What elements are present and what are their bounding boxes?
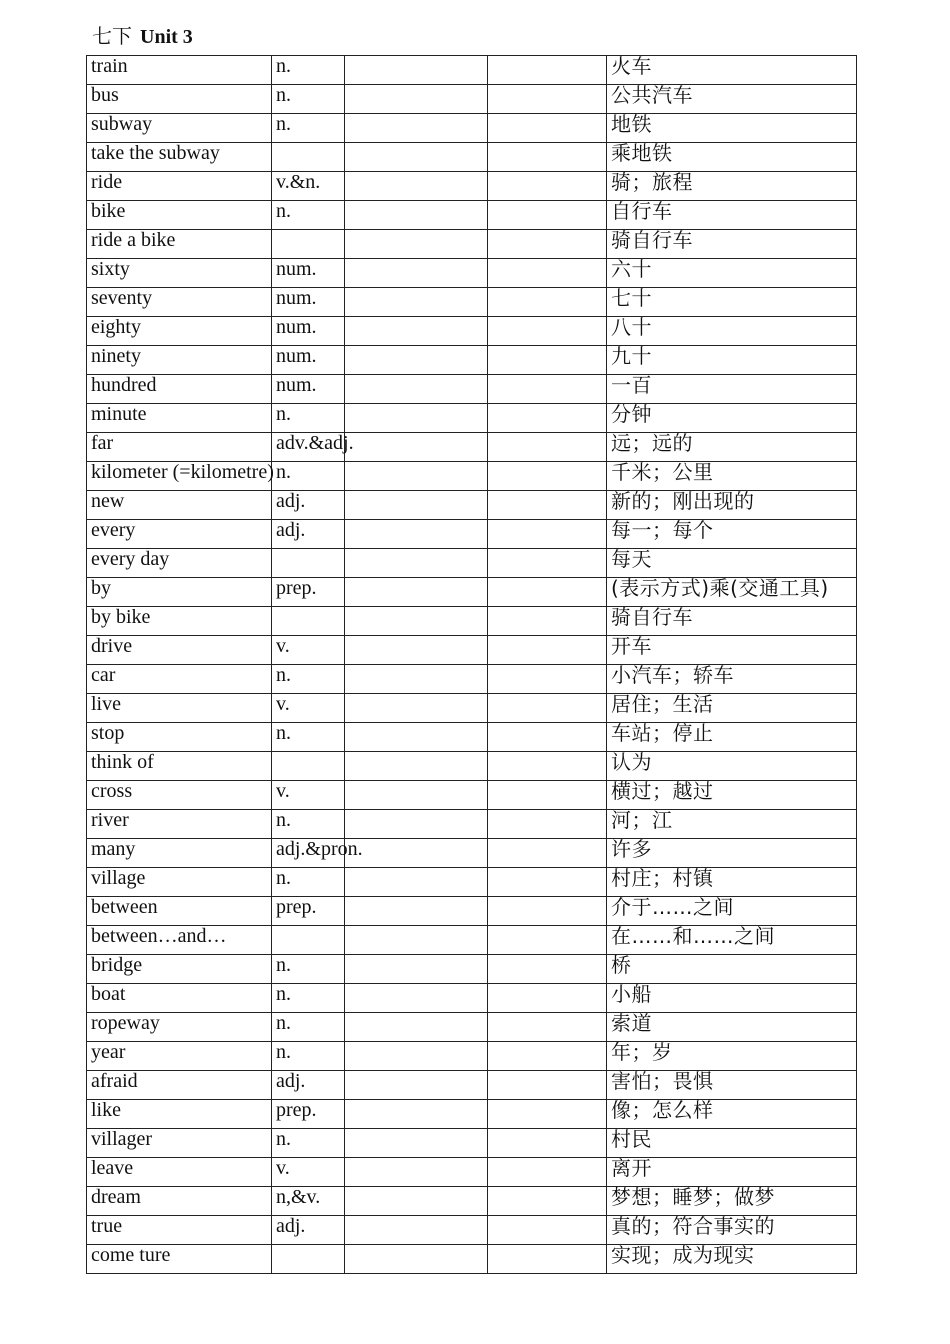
blank-cell [345,781,488,810]
blank-cell [488,636,607,665]
blank-cell [488,85,607,114]
blank-cell [488,1216,607,1245]
blank-cell [345,752,488,781]
part-of-speech-cell [272,549,345,578]
blank-cell [488,665,607,694]
blank-cell [345,1013,488,1042]
word-cell: river [87,810,272,839]
part-of-speech-cell: n. [272,404,345,433]
part-of-speech-cell: n. [272,868,345,897]
blank-cell [488,1187,607,1216]
table-row [87,288,857,317]
part-of-speech-cell [272,230,345,259]
blank-cell [345,201,488,230]
part-of-speech-cell: adv.&adj. [272,433,345,462]
table-row [87,201,857,230]
part-of-speech-cell: n,&v. [272,1187,345,1216]
blank-cell [345,1245,488,1274]
table-row [87,868,857,897]
meaning-cell: 在……和……之间 [607,926,857,955]
blank-cell [345,1187,488,1216]
table-row [87,1129,857,1158]
part-of-speech-cell: adj. [272,520,345,549]
part-of-speech-cell: n. [272,665,345,694]
part-of-speech-cell: n. [272,85,345,114]
part-of-speech-cell: adj. [272,1216,345,1245]
blank-cell [488,1158,607,1187]
table-row [87,926,857,955]
part-of-speech-cell: n. [272,114,345,143]
meaning-cell: 骑自行车 [607,230,857,259]
table-row [87,607,857,636]
word-cell: between [87,897,272,926]
blank-cell [345,56,488,85]
meaning-cell: 像；怎么样 [607,1100,857,1129]
blank-cell [488,781,607,810]
blank-cell [345,288,488,317]
blank-cell [345,665,488,694]
word-cell: ride a bike [87,230,272,259]
part-of-speech-cell: n. [272,1013,345,1042]
blank-cell [345,810,488,839]
meaning-cell: 新的；刚出现的 [607,491,857,520]
meaning-cell: 开车 [607,636,857,665]
meaning-cell: 自行车 [607,201,857,230]
blank-cell [345,172,488,201]
blank-cell [488,56,607,85]
meaning-cell: 河；江 [607,810,857,839]
blank-cell [345,462,488,491]
meaning-cell: 骑；旅程 [607,172,857,201]
blank-cell [488,1100,607,1129]
word-cell: kilometer (=kilometre) [87,462,272,491]
part-of-speech-cell: n. [272,984,345,1013]
word-cell: village [87,868,272,897]
table-row [87,346,857,375]
word-cell: ropeway [87,1013,272,1042]
meaning-cell: 横过；越过 [607,781,857,810]
table-row [87,752,857,781]
vocabulary-table [86,55,857,1274]
blank-cell [488,694,607,723]
table-row [87,897,857,926]
table-row [87,694,857,723]
part-of-speech-cell: v. [272,1158,345,1187]
blank-cell [345,520,488,549]
part-of-speech-cell: n. [272,723,345,752]
word-cell: afraid [87,1071,272,1100]
table-row [87,1245,857,1274]
grade-label: 七下 [92,24,132,48]
blank-cell [488,926,607,955]
table-row [87,781,857,810]
meaning-cell: 每一；每个 [607,520,857,549]
blank-cell [345,926,488,955]
meaning-cell: 地铁 [607,114,857,143]
table-row [87,56,857,85]
blank-cell [488,491,607,520]
word-cell: year [87,1042,272,1071]
blank-cell [345,1129,488,1158]
blank-cell [488,1013,607,1042]
part-of-speech-cell: n. [272,462,345,491]
blank-cell [345,1158,488,1187]
blank-cell [345,346,488,375]
blank-cell [345,375,488,404]
blank-cell [488,984,607,1013]
table-row [87,433,857,462]
word-cell: drive [87,636,272,665]
blank-cell [488,230,607,259]
word-cell: sixty [87,259,272,288]
blank-cell [345,1216,488,1245]
word-cell: ninety [87,346,272,375]
table-row [87,230,857,259]
word-cell: villager [87,1129,272,1158]
meaning-cell: 分钟 [607,404,857,433]
word-cell: by [87,578,272,607]
blank-cell [345,897,488,926]
blank-cell [488,375,607,404]
part-of-speech-cell [272,752,345,781]
part-of-speech-cell: n. [272,201,345,230]
vocabulary-table-body [87,56,857,1274]
part-of-speech-cell: n. [272,56,345,85]
word-cell: ride [87,172,272,201]
part-of-speech-cell: num. [272,317,345,346]
table-row [87,1071,857,1100]
part-of-speech-cell: adj.&pron. [272,839,345,868]
blank-cell [345,433,488,462]
table-row [87,404,857,433]
meaning-cell: 村庄；村镇 [607,868,857,897]
blank-cell [345,143,488,172]
table-row [87,1216,857,1245]
word-cell: seventy [87,288,272,317]
part-of-speech-cell: v. [272,781,345,810]
blank-cell [345,1100,488,1129]
blank-cell [345,723,488,752]
blank-cell [488,578,607,607]
table-row [87,1187,857,1216]
blank-cell [345,636,488,665]
blank-cell [345,230,488,259]
table-row [87,143,857,172]
word-cell: true [87,1216,272,1245]
word-cell: train [87,56,272,85]
blank-cell [488,462,607,491]
table-row [87,491,857,520]
word-cell: minute [87,404,272,433]
blank-cell [488,752,607,781]
table-row [87,578,857,607]
meaning-cell: 公共汽车 [607,85,857,114]
table-row [87,375,857,404]
word-cell: many [87,839,272,868]
word-cell: boat [87,984,272,1013]
blank-cell [345,694,488,723]
part-of-speech-cell: n. [272,955,345,984]
part-of-speech-cell: num. [272,346,345,375]
table-row [87,85,857,114]
blank-cell [345,839,488,868]
blank-cell [345,578,488,607]
blank-cell [345,1071,488,1100]
meaning-cell: 车站；停止 [607,723,857,752]
part-of-speech-cell: adj. [272,491,345,520]
page-title [92,23,193,50]
blank-cell [488,520,607,549]
meaning-cell: 小汽车；轿车 [607,665,857,694]
word-cell: live [87,694,272,723]
meaning-cell: 认为 [607,752,857,781]
meaning-cell: 八十 [607,317,857,346]
table-row [87,1158,857,1187]
blank-cell [488,288,607,317]
blank-cell [345,955,488,984]
meaning-cell: 梦想；睡梦；做梦 [607,1187,857,1216]
blank-cell [488,404,607,433]
word-cell: dream [87,1187,272,1216]
blank-cell [488,433,607,462]
word-cell: eighty [87,317,272,346]
word-cell: far [87,433,272,462]
table-row [87,259,857,288]
part-of-speech-cell: adj. [272,1071,345,1100]
meaning-cell: 每天 [607,549,857,578]
blank-cell [345,85,488,114]
meaning-cell: 村民 [607,1129,857,1158]
blank-cell [488,172,607,201]
blank-cell [345,404,488,433]
part-of-speech-cell: prep. [272,1100,345,1129]
meaning-cell: 一百 [607,375,857,404]
meaning-cell: 索道 [607,1013,857,1042]
blank-cell [488,810,607,839]
unit-label: Unit 3 [140,26,193,48]
blank-cell [345,868,488,897]
meaning-cell: 火车 [607,56,857,85]
blank-cell [488,201,607,230]
meaning-cell: 实现；成为现实 [607,1245,857,1274]
blank-cell [488,1042,607,1071]
meaning-cell: 远；远的 [607,433,857,462]
table-row [87,1042,857,1071]
table-row [87,462,857,491]
word-cell: hundred [87,375,272,404]
table-row [87,114,857,143]
word-cell: every [87,520,272,549]
meaning-cell: 桥 [607,955,857,984]
table-row [87,723,857,752]
word-cell: come ture [87,1245,272,1274]
meaning-cell: 乘地铁 [607,143,857,172]
word-cell: bus [87,85,272,114]
blank-cell [488,1129,607,1158]
blank-cell [488,143,607,172]
blank-cell [488,723,607,752]
part-of-speech-cell: n. [272,810,345,839]
blank-cell [345,549,488,578]
blank-cell [345,491,488,520]
word-cell: cross [87,781,272,810]
blank-cell [488,346,607,375]
table-row [87,520,857,549]
meaning-cell: 介于……之间 [607,897,857,926]
blank-cell [488,549,607,578]
word-cell: bike [87,201,272,230]
meaning-cell: 六十 [607,259,857,288]
part-of-speech-cell [272,926,345,955]
table-row [87,810,857,839]
meaning-cell: 许多 [607,839,857,868]
blank-cell [488,955,607,984]
word-cell: take the subway [87,143,272,172]
table-row [87,665,857,694]
part-of-speech-cell: v. [272,636,345,665]
word-cell: stop [87,723,272,752]
table-row [87,955,857,984]
blank-cell [488,1245,607,1274]
word-cell: between…and… [87,926,272,955]
blank-cell [488,114,607,143]
part-of-speech-cell: v. [272,694,345,723]
part-of-speech-cell: num. [272,288,345,317]
table-row [87,172,857,201]
blank-cell [488,839,607,868]
meaning-cell: 小船 [607,984,857,1013]
meaning-cell: (表示方式)乘(交通工具) [607,578,857,607]
blank-cell [345,607,488,636]
part-of-speech-cell [272,143,345,172]
meaning-cell: 居住；生活 [607,694,857,723]
meaning-cell: 骑自行车 [607,607,857,636]
word-cell: subway [87,114,272,143]
blank-cell [488,868,607,897]
part-of-speech-cell: prep. [272,897,345,926]
table-row [87,549,857,578]
word-cell: think of [87,752,272,781]
blank-cell [345,114,488,143]
blank-cell [488,897,607,926]
part-of-speech-cell [272,607,345,636]
blank-cell [345,984,488,1013]
meaning-cell: 害怕；畏惧 [607,1071,857,1100]
meaning-cell: 真的；符合事实的 [607,1216,857,1245]
word-cell: bridge [87,955,272,984]
part-of-speech-cell: n. [272,1042,345,1071]
word-cell: every day [87,549,272,578]
word-cell: by bike [87,607,272,636]
blank-cell [345,259,488,288]
part-of-speech-cell: num. [272,259,345,288]
blank-cell [345,1042,488,1071]
table-row [87,984,857,1013]
blank-cell [345,317,488,346]
part-of-speech-cell: v.&n. [272,172,345,201]
word-cell: like [87,1100,272,1129]
blank-cell [488,259,607,288]
part-of-speech-cell: num. [272,375,345,404]
part-of-speech-cell: n. [272,1129,345,1158]
word-cell: new [87,491,272,520]
table-row [87,1100,857,1129]
blank-cell [488,607,607,636]
word-cell: car [87,665,272,694]
meaning-cell: 七十 [607,288,857,317]
meaning-cell: 九十 [607,346,857,375]
meaning-cell: 年；岁 [607,1042,857,1071]
blank-cell [488,1071,607,1100]
part-of-speech-cell [272,1245,345,1274]
blank-cell [488,317,607,346]
part-of-speech-cell: prep. [272,578,345,607]
word-cell: leave [87,1158,272,1187]
meaning-cell: 千米；公里 [607,462,857,491]
table-row [87,839,857,868]
table-row [87,317,857,346]
table-row [87,636,857,665]
table-row [87,1013,857,1042]
meaning-cell: 离开 [607,1158,857,1187]
